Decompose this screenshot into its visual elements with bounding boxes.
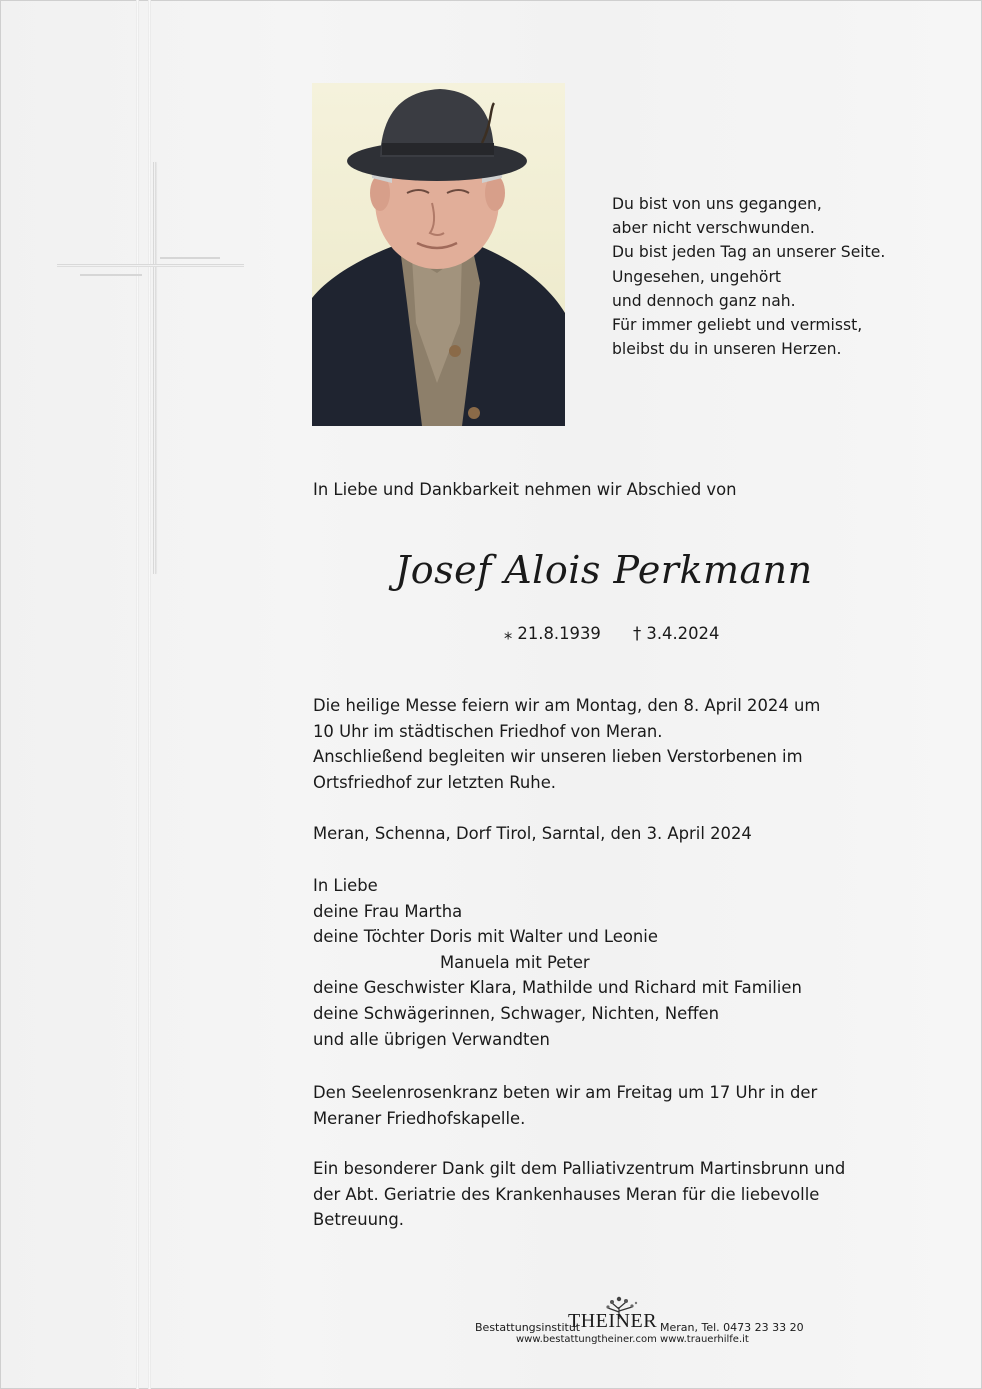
- footer-contact: Meran, Tel. 0473 23 33 20: [660, 1321, 804, 1334]
- family-line: deine Frau Martha: [313, 901, 463, 921]
- rosary-line: Den Seelenrosenkranz beten wir am Freitag um 17 Uhr in der: [313, 1083, 818, 1102]
- thanks-line: Betreuung.: [313, 1210, 404, 1230]
- poem-line: Ungesehen, ungehört: [612, 267, 781, 286]
- family-line: In Liebe: [313, 876, 378, 895]
- mass-line: Die heilige Messe feiern wir am Montag, den 8. April 2024 um: [313, 696, 821, 715]
- mass-line: Ortsfriedhof zur letzten Ruhe.: [313, 772, 556, 792]
- poem-line: und dennoch ganz nah.: [612, 291, 796, 310]
- mass-line: 10 Uhr im städtischen Friedhof von Meran.: [313, 721, 663, 741]
- poem: [612, 192, 885, 361]
- poem-line: Du bist von uns gegangen,: [612, 195, 822, 213]
- family-line: deine Schwägerinnen, Schwager, Nichten, Neffen: [313, 1003, 719, 1023]
- footer-web: www.bestattungtheiner.com www.trauerhilfe.it: [516, 1334, 749, 1345]
- poem-line: Für immer geliebt und vermisst,: [612, 316, 863, 335]
- family-line: und alle übrigen Verwandten: [313, 1029, 550, 1049]
- birth-date: ⁎ 21.8.1939: [504, 624, 601, 643]
- thanks-line: Ein besonderer Dank gilt dem Palliativzentrum Martinsbrunn und: [313, 1159, 846, 1178]
- rosary-line: Meraner Friedhofskapelle.: [313, 1108, 526, 1128]
- family-line: deine Geschwister Klara, Mathilde und Richard mit Familien: [313, 978, 802, 998]
- thanks-line: der Abt. Geriatrie des Krankenhauses Meran für die liebevolle: [313, 1184, 820, 1204]
- groove-line: [148, 0, 151, 1389]
- intro-text: In Liebe und Dankbarkeit nehmen wir Abschied von: [313, 480, 737, 499]
- mass-line: Anschließend begleiten wir unseren lieben Verstorbenen im: [313, 747, 803, 767]
- family-line: Manuela mit Peter: [440, 952, 590, 972]
- family-list: [313, 873, 802, 1052]
- groove-line: [136, 0, 139, 1389]
- footer-prefix: Bestattungsinstitut: [475, 1321, 581, 1334]
- place-date: [313, 821, 752, 847]
- mass-info: [313, 693, 820, 795]
- family-line: deine Töchter Doris mit Walter und Leonie: [313, 927, 658, 947]
- rosary-info: [313, 1080, 817, 1131]
- footer-brand: THEINER: [568, 1310, 658, 1332]
- place-date-text: Meran, Schenna, Dorf Tirol, Sarntal, den 3. April 2024: [313, 824, 752, 843]
- deceased-name: Josef Alois Perkmann: [395, 548, 813, 592]
- portrait-photo: [312, 83, 565, 426]
- poem-line: bleibst du in unseren Herzen.: [612, 340, 842, 359]
- poem-line: aber nicht verschwunden.: [612, 219, 815, 238]
- poem-line: Du bist jeden Tag an unserer Seite.: [612, 243, 886, 262]
- thanks-info: [313, 1156, 845, 1233]
- death-date: † 3.4.2024: [633, 624, 720, 643]
